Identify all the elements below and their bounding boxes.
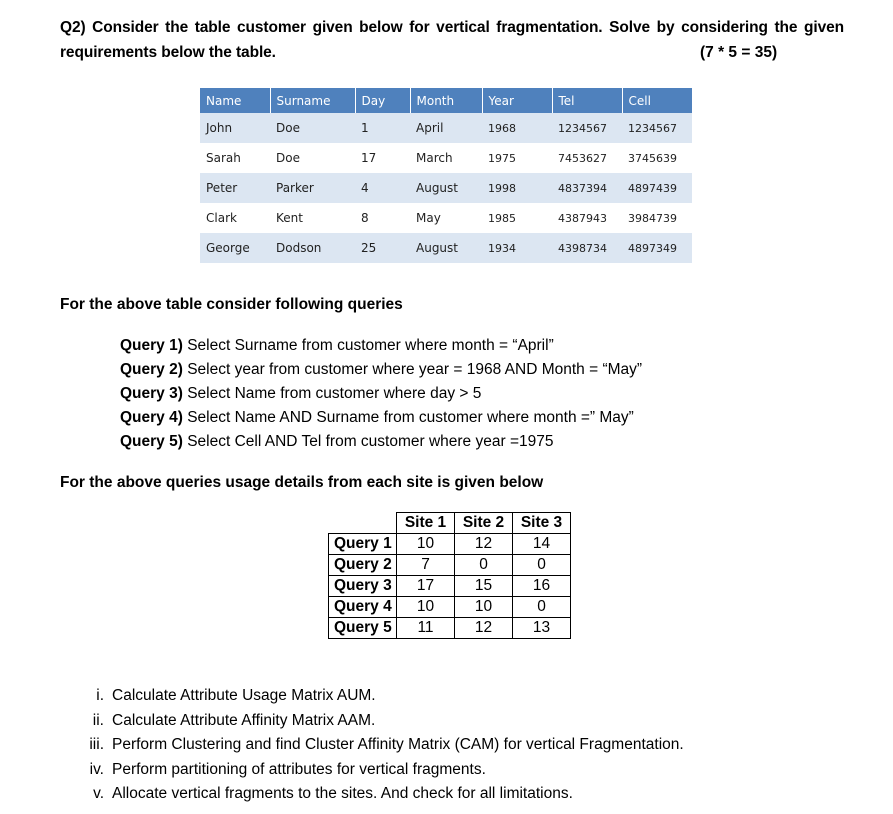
query-line (120, 382, 642, 406)
usage-cell: 15 (455, 576, 513, 597)
queries-list (120, 334, 642, 454)
usage-row (329, 576, 571, 597)
query-text: Select year from customer where year = 1968 AND Month = “May” (182, 361, 643, 378)
query-text: Select Name from customer where day > 5 (182, 385, 482, 402)
customer-cell: April (410, 113, 482, 143)
query-line (120, 430, 642, 454)
customer-table-header-row (200, 88, 692, 113)
usage-row-label: Query 1 (329, 534, 397, 555)
customer-table (200, 88, 692, 263)
customer-cell: 1234567 (622, 113, 692, 143)
customer-cell: 3984739 (622, 203, 692, 233)
requirement-number: v. (93, 785, 104, 802)
customer-row (200, 233, 692, 263)
customer-cell: Sarah (200, 143, 270, 173)
customer-cell: 4897439 (622, 173, 692, 203)
usage-cell: 7 (397, 555, 455, 576)
queries-title: For the above table consider following queries (60, 296, 403, 313)
customer-header-surname: Surname (270, 88, 355, 113)
customer-row (200, 143, 692, 173)
query-label: Query 4) (120, 409, 183, 426)
customer-cell: 1985 (482, 203, 552, 233)
usage-cell: 12 (455, 618, 513, 639)
requirement-text: Allocate vertical fragments to the sites. And check for all limitations. (112, 785, 573, 802)
question-line-1: Q2) Consider the table customer given below for vertical fragmentation. Solve by considering the given (60, 19, 844, 36)
customer-cell: Doe (270, 113, 355, 143)
customer-cell: George (200, 233, 270, 263)
question-line-2: requirements below the table. (60, 44, 276, 61)
usage-table-container (328, 512, 571, 639)
customer-cell: August (410, 233, 482, 263)
query-label: Query 5) (120, 433, 183, 450)
customer-cell: 25 (355, 233, 410, 263)
usage-header-site-2: Site 2 (455, 513, 513, 534)
customer-cell: 1934 (482, 233, 552, 263)
usage-row (329, 555, 571, 576)
customer-cell: 4387943 (552, 203, 622, 233)
customer-cell: 1 (355, 113, 410, 143)
usage-header-site-1: Site 1 (397, 513, 455, 534)
requirement-number: iv. (89, 760, 104, 778)
query-line (120, 334, 642, 358)
requirement-number: ii. (92, 711, 104, 729)
usage-row-label: Query 3 (329, 576, 397, 597)
customer-cell: 4398734 (552, 233, 622, 263)
usage-cell: 12 (455, 534, 513, 555)
usage-row (329, 597, 571, 618)
query-label: Query 2) (120, 361, 183, 378)
customer-cell: 8 (355, 203, 410, 233)
customer-cell: Dodson (270, 233, 355, 263)
customer-cell: 1968 (482, 113, 552, 143)
usage-row-label: Query 2 (329, 555, 397, 576)
customer-row (200, 173, 692, 203)
customer-row (200, 203, 692, 233)
requirement-item (80, 709, 684, 734)
requirement-text: Perform Clustering and find Cluster Affinity Matrix (CAM) for vertical Fragmentation. (112, 736, 684, 753)
customer-cell: Peter (200, 173, 270, 203)
customer-cell: 3745639 (622, 143, 692, 173)
query-label: Query 1) (120, 337, 183, 354)
customer-header-tel: Tel (552, 88, 622, 113)
customer-table-container (200, 88, 692, 263)
customer-header-year: Year (482, 88, 552, 113)
customer-cell: 4 (355, 173, 410, 203)
usage-cell: 16 (513, 576, 571, 597)
requirement-item (80, 684, 684, 709)
usage-corner (329, 513, 397, 534)
requirements-list (80, 684, 684, 807)
requirement-text: Perform partitioning of attributes for vertical fragments. (112, 760, 486, 778)
usage-title: For the above queries usage details from each site is given below (60, 474, 544, 491)
customer-cell: Doe (270, 143, 355, 173)
customer-cell: Kent (270, 203, 355, 233)
query-text: Select Surname from customer where month = “April” (182, 337, 554, 354)
usage-cell: 10 (397, 534, 455, 555)
query-text: Select Name AND Surname from customer where month =” May” (182, 409, 634, 426)
customer-cell: 7453627 (552, 143, 622, 173)
usage-row (329, 534, 571, 555)
query-text: Select Cell AND Tel from customer where year =1975 (182, 433, 554, 450)
usage-table (328, 512, 571, 639)
usage-cell: 13 (513, 618, 571, 639)
customer-row (200, 113, 692, 143)
customer-cell: August (410, 173, 482, 203)
usage-header-site-3: Site 3 (513, 513, 571, 534)
usage-row (329, 618, 571, 639)
customer-header-month: Month (410, 88, 482, 113)
usage-cell: 11 (397, 618, 455, 639)
customer-header-cell: Cell (622, 88, 692, 113)
customer-cell: 1975 (482, 143, 552, 173)
usage-cell: 0 (455, 555, 513, 576)
requirement-text: Calculate Attribute Usage Matrix AUM. (112, 687, 376, 704)
usage-cell: 17 (397, 576, 455, 597)
customer-cell: 4897349 (622, 233, 692, 263)
usage-row-label: Query 5 (329, 618, 397, 639)
requirement-number: iii. (89, 736, 104, 753)
usage-cell: 14 (513, 534, 571, 555)
requirement-item (80, 733, 684, 758)
customer-cell: 1998 (482, 173, 552, 203)
requirement-item (80, 758, 684, 783)
customer-cell: John (200, 113, 270, 143)
usage-cell: 10 (455, 597, 513, 618)
customer-cell: March (410, 143, 482, 173)
requirement-text: Calculate Attribute Affinity Matrix AAM. (112, 711, 376, 729)
requirement-number: i. (96, 687, 104, 704)
customer-cell: May (410, 203, 482, 233)
customer-header-name: Name (200, 88, 270, 113)
usage-header-row (329, 513, 571, 534)
query-line (120, 358, 642, 382)
usage-cell: 10 (397, 597, 455, 618)
question-marks: (7 * 5 = 35) (700, 44, 778, 61)
customer-header-day: Day (355, 88, 410, 113)
usage-row-label: Query 4 (329, 597, 397, 618)
query-label: Query 3) (120, 385, 183, 402)
usage-cell: 0 (513, 555, 571, 576)
customer-cell: Parker (270, 173, 355, 203)
customer-cell: 4837394 (552, 173, 622, 203)
customer-cell: Clark (200, 203, 270, 233)
customer-cell: 1234567 (552, 113, 622, 143)
query-line (120, 406, 642, 430)
customer-cell: 17 (355, 143, 410, 173)
requirement-item (80, 782, 684, 807)
usage-cell: 0 (513, 597, 571, 618)
